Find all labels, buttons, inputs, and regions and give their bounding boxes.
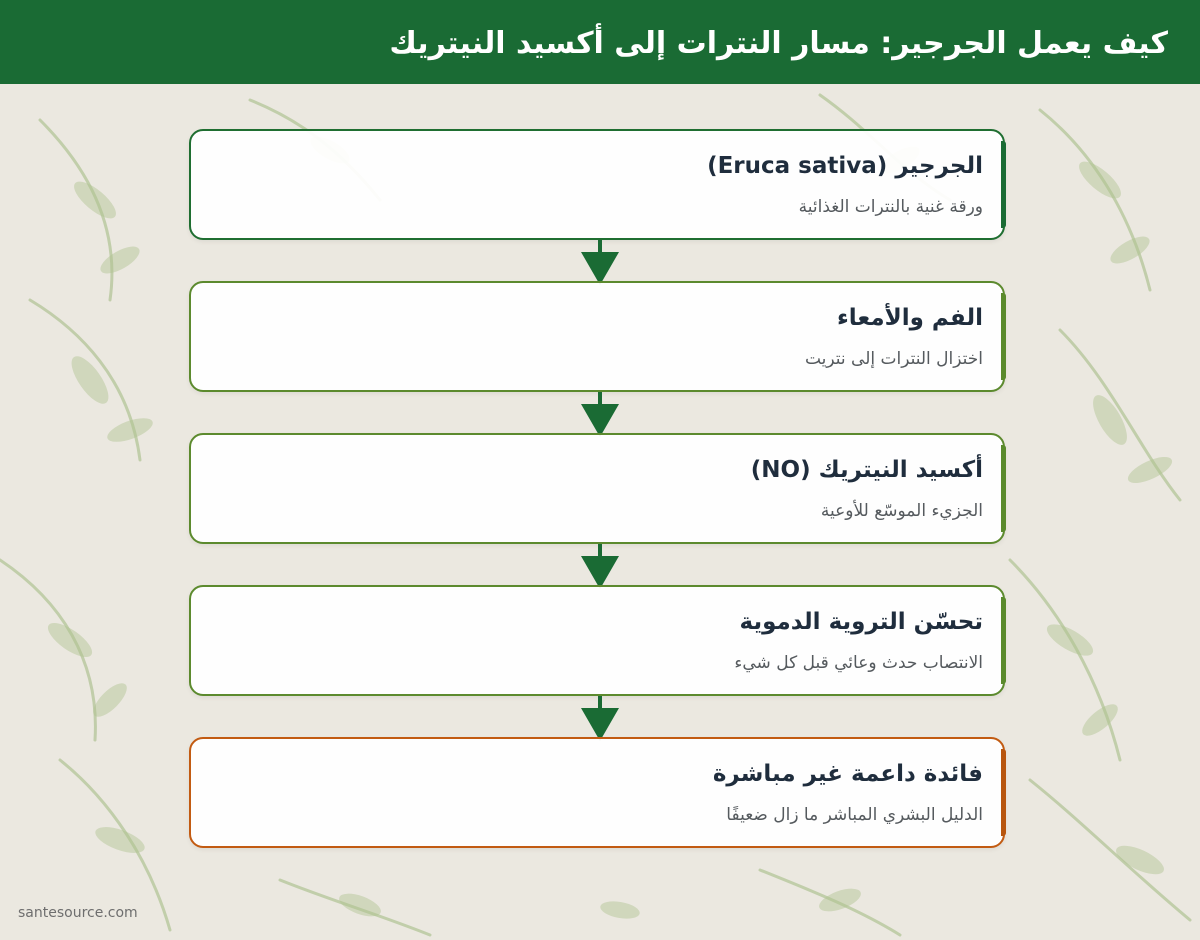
- step-card-blood-flow: [189, 585, 1005, 696]
- source-credit: santesource.com: [18, 905, 138, 921]
- step-subtitle: اختزال النترات إلى نتريت: [804, 349, 983, 369]
- step-subtitle: الجزيء الموسّع للأوعية: [820, 501, 983, 521]
- flow-arrow-icon: [581, 544, 619, 589]
- step-subtitle: ورقة غنية بالنترات الغذائية: [798, 197, 983, 217]
- step-subtitle: الدليل البشري المباشر ما زال ضعيفًا: [726, 805, 983, 825]
- flow-arrow-icon: [581, 240, 619, 285]
- step-card-indirect-benefit: [189, 737, 1005, 848]
- step-title: فائدة داعمة غير مباشرة: [712, 761, 983, 787]
- step-title: الفم والأمعاء: [836, 305, 983, 331]
- step-title: الجرجير (Eruca sativa): [707, 153, 983, 179]
- flow-arrow-icon: [581, 392, 619, 437]
- step-title: تحسّن التروية الدموية: [739, 609, 983, 635]
- step-card-arugula: [189, 129, 1005, 240]
- step-card-mouth-gut: [189, 281, 1005, 392]
- flow-arrow-icon: [581, 696, 619, 741]
- step-subtitle: الانتصاب حدث وعائي قبل كل شيء: [734, 653, 983, 673]
- page-title: كيف يعمل الجرجير: مسار النترات إلى أكسيد النيتريك: [389, 26, 1168, 61]
- step-title: أكسيد النيتريك (NO): [750, 457, 983, 483]
- step-card-nitric-oxide: [189, 433, 1005, 544]
- header-bar: [0, 0, 1200, 84]
